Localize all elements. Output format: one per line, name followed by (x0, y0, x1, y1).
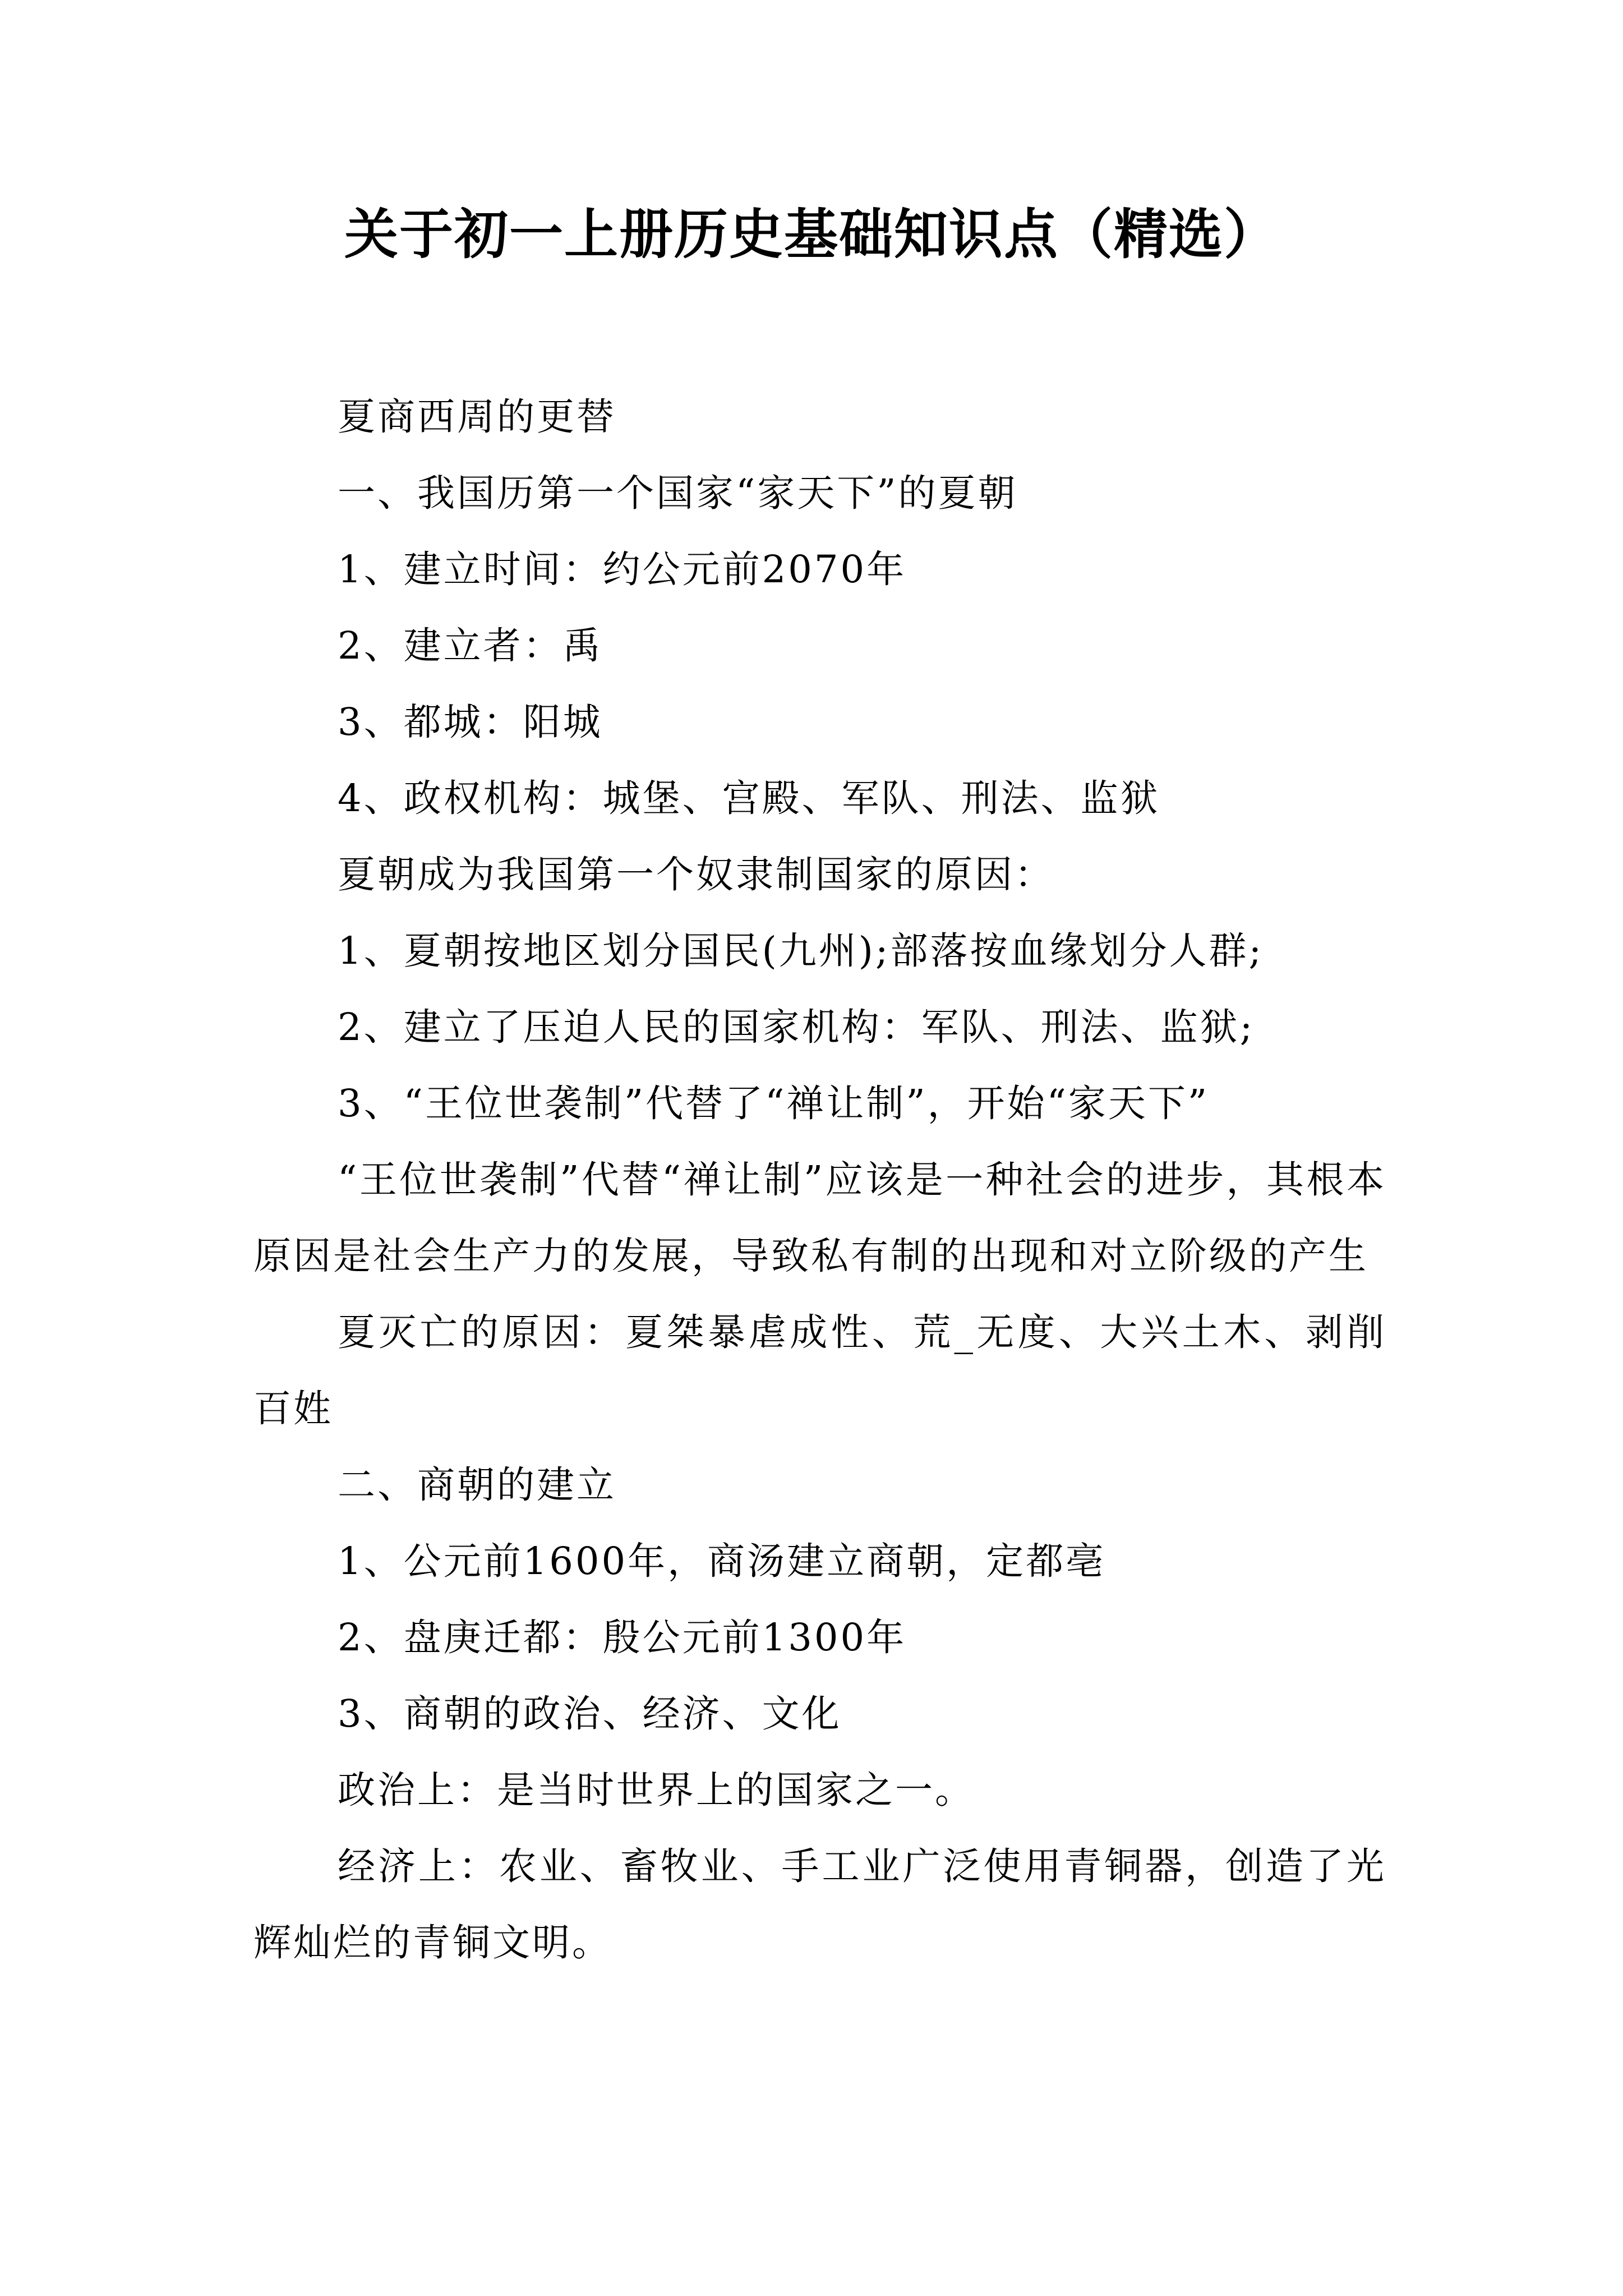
document-title: 关于初一上册历史基础知识点（精选） (344, 203, 1279, 266)
paragraph: 夏灭亡的原因：夏桀暴虐成性、荒_无度、大兴土木、剥削百姓 (253, 1310, 1386, 1430)
list-item: 1、建立时间：约公元前2070年 (338, 547, 907, 591)
paragraph: “王位世袭制”代替“禅让制”应该是一种社会的进步，其根本原因是社会生产力的发展，导致私有制的出现和对立阶级的产生 (253, 1158, 1386, 1278)
list-item: 2、建立了压迫人民的国家机构：军队、刑法、监狱; (338, 1005, 1255, 1049)
paragraph: 经济上：农业、畜牧业、手工业广泛使用青铜器，创造了光辉灿烂的青铜文明。 (253, 1844, 1386, 1964)
list-item: 3、商朝的政治、经济、文化 (338, 1692, 842, 1736)
list-item: 4、政权机构：城堡、宫殿、军队、刑法、监狱 (338, 776, 1160, 820)
list-item: 2、建立者：禹 (338, 624, 603, 668)
list-item: 1、夏朝按地区划分国民(九州);部落按血缘划分人群; (338, 929, 1264, 973)
document-body (253, 379, 1386, 1981)
section-heading: 二、商朝的建立 (338, 1463, 616, 1507)
list-item: 3、“王位世袭制”代替了“禅让制”，开始“家天下” (338, 1082, 1210, 1125)
section-heading: 夏商西周的更替 (338, 395, 616, 439)
section-heading: 一、我国历第一个国家“家天下”的夏朝 (338, 471, 1018, 515)
list-item: 3、都城：阳城 (338, 700, 603, 744)
list-item: 1、公元前1600年，商汤建立商朝，定都亳 (338, 1539, 1106, 1583)
paragraph: 夏朝成为我国第一个奴隶制国家的原因： (338, 853, 1054, 896)
list-item: 2、盘庚迁都：殷公元前1300年 (338, 1616, 907, 1659)
paragraph: 政治上：是当时世界上的国家之一。 (338, 1768, 975, 1812)
